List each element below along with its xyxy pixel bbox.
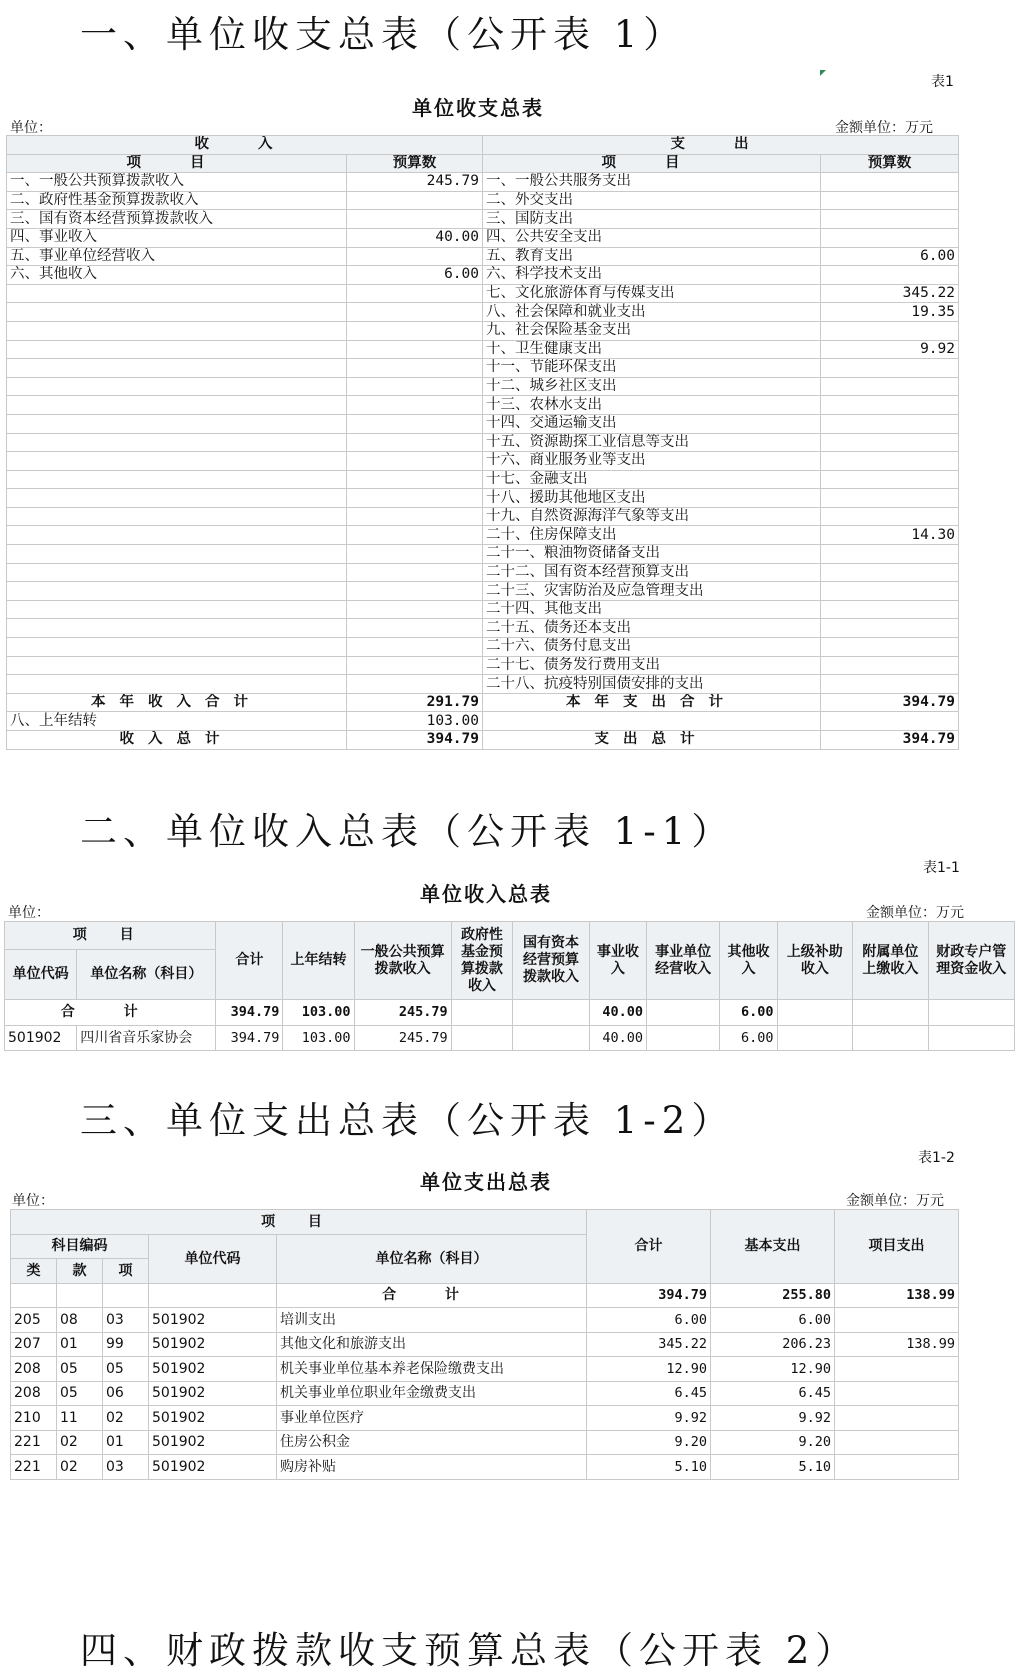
table3-title: 单位支出总表 — [420, 1170, 552, 1194]
row-value: 40.00 — [589, 1026, 646, 1051]
empty-cell — [347, 284, 483, 303]
income-value: 40.00 — [347, 228, 483, 247]
row-value — [451, 1026, 513, 1051]
empty-cell — [347, 526, 483, 545]
basic-value: 9.92 — [711, 1406, 835, 1431]
expense-item: 二十三、灾害防治及应急管理支出 — [483, 582, 821, 601]
empty-cell — [347, 340, 483, 359]
expense-value — [821, 545, 959, 564]
subject-name: 机关事业单位基本养老保险缴费支出 — [277, 1357, 587, 1382]
table3-number: 表1-2 — [918, 1150, 955, 1166]
empty-cell — [7, 321, 347, 340]
row-value: 6.00 — [720, 1026, 777, 1051]
total-value: 345.22 — [587, 1332, 711, 1357]
total-value: 245.79 — [354, 1000, 451, 1026]
total-header: 合计 — [587, 1210, 711, 1284]
subject-name: 其他文化和旅游支出 — [277, 1332, 587, 1357]
empty-cell — [7, 489, 347, 508]
empty-cell — [347, 638, 483, 657]
row-value: 103.00 — [283, 1026, 354, 1051]
expense-item: 二十四、其他支出 — [483, 600, 821, 619]
table-row — [7, 396, 959, 415]
basic-expense-header: 基本支出 — [711, 1210, 835, 1284]
column-header: 一般公共预算拨款收入 — [354, 922, 451, 1000]
table-row — [11, 1430, 959, 1455]
table-row — [7, 656, 959, 675]
empty-cell — [347, 433, 483, 452]
expense-item: 五、教育支出 — [483, 247, 821, 266]
expense-item: 十四、交通运输支出 — [483, 414, 821, 433]
empty-cell — [347, 619, 483, 638]
row-value — [853, 1026, 929, 1051]
expense-value — [821, 359, 959, 378]
column-header: 政府性基金预算拨款收入 — [451, 922, 513, 1000]
total-value — [777, 1000, 853, 1026]
section-heading-4: 四、财政拨款收支预算总表（公开表 2） — [80, 1629, 859, 1672]
total-value — [646, 1000, 719, 1026]
table-row — [7, 545, 959, 564]
expense-item: 十七、金融支出 — [483, 470, 821, 489]
total-value: 6.00 — [720, 1000, 777, 1026]
empty-cell — [347, 321, 483, 340]
table-row — [7, 582, 959, 601]
total-value: 103.00 — [283, 1000, 354, 1026]
column-header: 财政专户管理资金收入 — [928, 922, 1014, 1000]
kuan-code: 05 — [57, 1381, 103, 1406]
empty-cell — [149, 1283, 277, 1308]
table3-unit-label: 单位： — [12, 1193, 54, 1209]
carryover-value: 103.00 — [347, 712, 483, 731]
kuan-code: 02 — [57, 1455, 103, 1480]
expense-value — [821, 619, 959, 638]
empty-cell — [7, 470, 347, 489]
lei-header: 类 — [11, 1259, 57, 1284]
empty-cell — [7, 619, 347, 638]
empty-cell — [821, 712, 959, 731]
table-row — [11, 1357, 959, 1382]
empty-cell — [7, 656, 347, 675]
empty-cell — [7, 675, 347, 694]
table-row — [11, 1406, 959, 1431]
empty-cell — [347, 489, 483, 508]
kuan-code: 11 — [57, 1406, 103, 1431]
expense-grand-total-label: 支出总计 — [483, 731, 821, 750]
empty-cell — [347, 600, 483, 619]
empty-cell — [7, 563, 347, 582]
expense-value — [821, 210, 959, 229]
expense-item: 十三、农林水支出 — [483, 396, 821, 415]
table2-amount-unit: 金额单位：万元 — [866, 905, 964, 921]
unit-code: 501902 — [149, 1430, 277, 1455]
empty-cell — [7, 396, 347, 415]
row-value — [646, 1026, 719, 1051]
section-heading-2: 二、单位收入总表（公开表 1-1） — [80, 810, 735, 853]
expense-item: 二、外交支出 — [483, 191, 821, 210]
expense-value — [821, 321, 959, 340]
xiang-code: 03 — [103, 1455, 149, 1480]
table-row — [7, 228, 959, 247]
xiang-code: 06 — [103, 1381, 149, 1406]
subject-name: 购房补贴 — [277, 1455, 587, 1480]
income-item-header: 项 目 — [7, 154, 347, 173]
unit-income-table — [4, 921, 1015, 1051]
table-row — [7, 433, 959, 452]
total-value: 9.92 — [587, 1406, 711, 1431]
table-row — [7, 414, 959, 433]
income-header: 收 入 — [7, 136, 483, 155]
expense-item: 四、公共安全支出 — [483, 228, 821, 247]
table-row — [7, 563, 959, 582]
total-value: 6.45 — [587, 1381, 711, 1406]
unit-name-header: 单位名称（科目） — [277, 1234, 587, 1283]
empty-cell — [7, 600, 347, 619]
expense-value — [821, 433, 959, 452]
empty-cell — [347, 470, 483, 489]
empty-cell — [7, 377, 347, 396]
empty-cell — [7, 582, 347, 601]
expense-item: 二十六、债务付息支出 — [483, 638, 821, 657]
expense-item: 三、国防支出 — [483, 210, 821, 229]
expense-value: 6.00 — [821, 247, 959, 266]
table-row — [7, 266, 959, 285]
expense-item: 二十一、粮油物资储备支出 — [483, 545, 821, 564]
expense-value — [821, 563, 959, 582]
expense-item: 七、文化旅游体育与传媒支出 — [483, 284, 821, 303]
empty-cell — [347, 359, 483, 378]
table2-number: 表1-1 — [923, 860, 960, 876]
total-value — [451, 1000, 513, 1026]
section-heading-3: 三、单位支出总表（公开表 1-2） — [80, 1099, 735, 1142]
subject-name: 住房公积金 — [277, 1430, 587, 1455]
expense-value — [821, 507, 959, 526]
unit-code: 501902 — [149, 1308, 277, 1333]
total-value: 9.20 — [587, 1430, 711, 1455]
basic-value: 6.45 — [711, 1381, 835, 1406]
unit-name-header: 单位名称（科目） — [77, 950, 216, 1000]
expense-item: 十一、节能环保支出 — [483, 359, 821, 378]
table-row — [7, 359, 959, 378]
empty-cell — [347, 303, 483, 322]
income-year-total-label: 本年收入合计 — [7, 693, 347, 712]
subject-code-header: 科目编码 — [11, 1234, 149, 1259]
expense-item: 十二、城乡社区支出 — [483, 377, 821, 396]
table3-amount-unit: 金额单位：万元 — [846, 1193, 944, 1209]
subject-name: 培训支出 — [277, 1308, 587, 1333]
table-row — [7, 526, 959, 545]
table2-total-label: 合 计 — [5, 1000, 216, 1026]
expense-item: 一、一般公共服务支出 — [483, 173, 821, 192]
xiang-code: 01 — [103, 1430, 149, 1455]
table-row — [7, 675, 959, 694]
income-value — [347, 191, 483, 210]
project-value — [835, 1430, 959, 1455]
basic-value: 206.23 — [711, 1332, 835, 1357]
table-row — [7, 173, 959, 192]
subject-name: 机关事业单位职业年金缴费支出 — [277, 1381, 587, 1406]
table3-total-label: 合 计 — [277, 1283, 587, 1308]
expense-item: 二十二、国有资本经营预算支出 — [483, 563, 821, 582]
project-value — [835, 1455, 959, 1480]
empty-cell — [347, 675, 483, 694]
empty-cell — [347, 396, 483, 415]
income-value — [347, 210, 483, 229]
income-budget-header: 预算数 — [347, 154, 483, 173]
row-value — [513, 1026, 590, 1051]
expense-value — [821, 396, 959, 415]
subject-name: 事业单位医疗 — [277, 1406, 587, 1431]
expense-value: 19.35 — [821, 303, 959, 322]
unit-code: 501902 — [149, 1455, 277, 1480]
empty-cell — [347, 377, 483, 396]
expense-item: 六、科学技术支出 — [483, 266, 821, 285]
empty-cell — [347, 656, 483, 675]
empty-cell — [7, 638, 347, 657]
unit-code: 501902 — [149, 1357, 277, 1382]
table3-total-basic: 255.80 — [711, 1283, 835, 1308]
basic-value: 9.20 — [711, 1430, 835, 1455]
expense-value — [821, 470, 959, 489]
kuan-code: 01 — [57, 1332, 103, 1357]
column-header: 国有资本经营预算拨款收入 — [513, 922, 590, 1000]
xiang-header: 项 — [103, 1259, 149, 1284]
total-value — [853, 1000, 929, 1026]
income-item: 五、事业单位经营收入 — [7, 247, 347, 266]
total-value: 40.00 — [589, 1000, 646, 1026]
income-item: 三、国有资本经营预算拨款收入 — [7, 210, 347, 229]
table-row — [7, 452, 959, 471]
project-value — [835, 1357, 959, 1382]
row-value — [928, 1026, 1014, 1051]
lei-code: 207 — [11, 1332, 57, 1357]
empty-cell — [103, 1283, 149, 1308]
empty-cell — [347, 507, 483, 526]
lei-code: 221 — [11, 1430, 57, 1455]
lei-code: 208 — [11, 1381, 57, 1406]
column-header: 事业收入 — [589, 922, 646, 1000]
expense-item: 二十、住房保障支出 — [483, 526, 821, 545]
empty-cell — [7, 284, 347, 303]
xiang-code: 02 — [103, 1406, 149, 1431]
expense-item: 十九、自然资源海洋气象等支出 — [483, 507, 821, 526]
expense-item: 十六、商业服务业等支出 — [483, 452, 821, 471]
table-row — [11, 1332, 959, 1357]
expense-item: 八、社会保障和就业支出 — [483, 303, 821, 322]
table-row — [7, 507, 959, 526]
basic-value: 5.10 — [711, 1455, 835, 1480]
income-year-total-value: 291.79 — [347, 693, 483, 712]
unit-code-header: 单位代码 — [5, 950, 77, 1000]
column-header: 其他收入 — [720, 922, 777, 1000]
total-value: 394.79 — [216, 1000, 283, 1026]
unit-code: 501902 — [149, 1406, 277, 1431]
expense-value — [821, 675, 959, 694]
income-value: 245.79 — [347, 173, 483, 192]
unit-name: 四川省音乐家协会 — [77, 1026, 216, 1051]
kuan-code: 05 — [57, 1357, 103, 1382]
table-row — [11, 1308, 959, 1333]
column-header: 附属单位上缴收入 — [853, 922, 929, 1000]
expense-value — [821, 582, 959, 601]
expense-value: 14.30 — [821, 526, 959, 545]
empty-cell — [7, 507, 347, 526]
table1-unit-label: 单位： — [10, 120, 52, 136]
expense-value — [821, 173, 959, 192]
kuan-header: 款 — [57, 1259, 103, 1284]
empty-cell — [7, 414, 347, 433]
basic-value: 6.00 — [711, 1308, 835, 1333]
empty-cell — [57, 1283, 103, 1308]
income-grand-total-label: 收入总计 — [7, 731, 347, 750]
project-value — [835, 1406, 959, 1431]
unit-code-header: 单位代码 — [149, 1234, 277, 1283]
table-row — [7, 284, 959, 303]
table-row — [7, 638, 959, 657]
table1-number: 表1 — [931, 74, 954, 90]
column-header: 事业单位经营收入 — [646, 922, 719, 1000]
empty-cell — [7, 545, 347, 564]
empty-cell — [483, 712, 821, 731]
xiang-code: 05 — [103, 1357, 149, 1382]
table-row — [7, 340, 959, 359]
unit-expense-table — [10, 1209, 959, 1480]
empty-cell — [7, 526, 347, 545]
table-row — [7, 470, 959, 489]
xiang-code: 99 — [103, 1332, 149, 1357]
empty-cell — [347, 582, 483, 601]
cell-marker-icon — [820, 70, 826, 76]
table2-title: 单位收入总表 — [420, 882, 552, 906]
table2-unit-label: 单位： — [8, 905, 50, 921]
expense-grand-total-value: 394.79 — [821, 731, 959, 750]
expense-value — [821, 489, 959, 508]
lei-code: 221 — [11, 1455, 57, 1480]
table-row — [7, 489, 959, 508]
expense-item: 十、卫生健康支出 — [483, 340, 821, 359]
income-value: 6.00 — [347, 266, 483, 285]
project-value — [835, 1381, 959, 1406]
unit-code: 501902 — [149, 1381, 277, 1406]
table-row — [11, 1455, 959, 1480]
empty-cell — [7, 340, 347, 359]
lei-code: 205 — [11, 1308, 57, 1333]
expense-value — [821, 191, 959, 210]
expense-item: 九、社会保险基金支出 — [483, 321, 821, 340]
expense-value: 9.92 — [821, 340, 959, 359]
kuan-code: 02 — [57, 1430, 103, 1455]
table-row — [7, 321, 959, 340]
expense-year-total-value: 394.79 — [821, 693, 959, 712]
table-row — [7, 303, 959, 322]
total-value — [928, 1000, 1014, 1026]
empty-cell — [347, 545, 483, 564]
expense-budget-header: 预算数 — [821, 154, 959, 173]
basic-value: 12.90 — [711, 1357, 835, 1382]
column-header: 合计 — [216, 922, 283, 1000]
expense-value: 345.22 — [821, 284, 959, 303]
row-value — [777, 1026, 853, 1051]
expense-value — [821, 600, 959, 619]
table-row — [7, 247, 959, 266]
expense-value — [821, 266, 959, 285]
expense-value — [821, 414, 959, 433]
table2-item-header: 项 目 — [5, 922, 216, 950]
expense-value — [821, 228, 959, 247]
total-value — [513, 1000, 590, 1026]
expense-item: 十八、援助其他地区支出 — [483, 489, 821, 508]
xiang-code: 03 — [103, 1308, 149, 1333]
table-row — [7, 191, 959, 210]
total-value: 12.90 — [587, 1357, 711, 1382]
section-heading-1: 一、单位收支总表（公开表 1） — [80, 13, 687, 56]
table3-item-header: 项 目 — [11, 1210, 587, 1235]
column-header: 上年结转 — [283, 922, 354, 1000]
table1-title: 单位收支总表 — [412, 96, 544, 120]
project-expense-header: 项目支出 — [835, 1210, 959, 1284]
expense-item: 二十七、债务发行费用支出 — [483, 656, 821, 675]
table-row — [11, 1381, 959, 1406]
table-row — [7, 210, 959, 229]
income-expense-summary-table — [6, 135, 959, 750]
expense-value — [821, 656, 959, 675]
empty-cell — [347, 414, 483, 433]
income-item: 四、事业收入 — [7, 228, 347, 247]
empty-cell — [7, 359, 347, 378]
income-item: 二、政府性基金预算拨款收入 — [7, 191, 347, 210]
empty-cell — [11, 1283, 57, 1308]
project-value — [835, 1308, 959, 1333]
table-row — [7, 619, 959, 638]
income-item: 六、其他收入 — [7, 266, 347, 285]
project-value: 138.99 — [835, 1332, 959, 1357]
table-row — [7, 600, 959, 619]
expense-item: 二十五、债务还本支出 — [483, 619, 821, 638]
income-item: 一、一般公共预算拨款收入 — [7, 173, 347, 192]
income-grand-total-value: 394.79 — [347, 731, 483, 750]
empty-cell — [7, 452, 347, 471]
expense-value — [821, 638, 959, 657]
table1-amount-unit: 金额单位：万元 — [835, 120, 933, 136]
expense-item: 二十八、抗疫特别国债安排的支出 — [483, 675, 821, 694]
expense-item: 十五、资源勘探工业信息等支出 — [483, 433, 821, 452]
row-value: 394.79 — [216, 1026, 283, 1051]
expense-item-header: 项 目 — [483, 154, 821, 173]
lei-code: 208 — [11, 1357, 57, 1382]
total-value: 6.00 — [587, 1308, 711, 1333]
income-value — [347, 247, 483, 266]
unit-code: 501902 — [5, 1026, 77, 1051]
empty-cell — [7, 433, 347, 452]
unit-code: 501902 — [149, 1332, 277, 1357]
total-value: 5.10 — [587, 1455, 711, 1480]
empty-cell — [347, 452, 483, 471]
empty-cell — [7, 303, 347, 322]
carryover-label: 八、上年结转 — [7, 712, 347, 731]
table3-total-project: 138.99 — [835, 1283, 959, 1308]
row-value: 245.79 — [354, 1026, 451, 1051]
column-header: 上级补助收入 — [777, 922, 853, 1000]
empty-cell — [347, 563, 483, 582]
kuan-code: 08 — [57, 1308, 103, 1333]
table-row — [7, 377, 959, 396]
expense-year-total-label: 本年支出合计 — [483, 693, 821, 712]
table3-total-sum: 394.79 — [587, 1283, 711, 1308]
expense-value — [821, 377, 959, 396]
expense-value — [821, 452, 959, 471]
expense-header: 支 出 — [483, 136, 959, 155]
lei-code: 210 — [11, 1406, 57, 1431]
